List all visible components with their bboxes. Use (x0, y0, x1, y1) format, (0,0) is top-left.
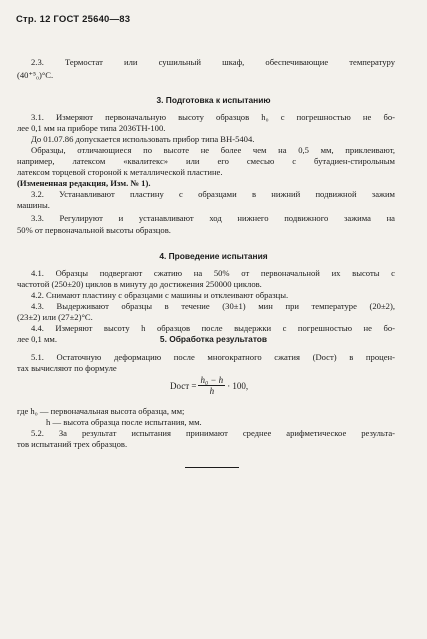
para-3-2-line1: 3.2. Устанавливают пластину с образцами в нижний подвижной зажим (31, 189, 395, 199)
para-3-2-line2: машины. (17, 200, 50, 210)
para-4-2: 4.2. Снимают пластину с образцами с машины и отклеивают образцы. (31, 290, 289, 300)
legend-h: h — высота образца после испытания, мм. (46, 417, 202, 427)
para-5-1-line2: тах вычисляют по формуле (17, 363, 117, 373)
para-3-1-line6: латексом торцевой стороной к металлической пластине. (17, 167, 223, 177)
para-3-1-line5: например, латексом «квалитекс» или его смесью с бутадиен-стирольным (17, 156, 395, 166)
para-5-1-line1: 5.1. Остаточную деформацию после многократного сжатия (Dост) в процен- (31, 352, 395, 362)
para-4-1-line2: частотой (250±20) циклов в минуту до достижения 250000 циклов. (17, 279, 262, 289)
para-3-1-line2: лее 0,1 мм на приборе типа 2036ТН-100. (17, 123, 166, 133)
para-3-1-line1: 3.1. Измеряют первоначальную высоту образцов h₀ с погрешностью не бо- (31, 112, 395, 122)
formula-lhs: Dост = (170, 380, 197, 391)
para-3-1-line4: Образцы, отличающиеся по высоте не более чем на 0,5 мм, приклеивают, (31, 145, 395, 155)
formula-numerator: h₀ − h (200, 375, 224, 385)
para-3-1-line3: До 01.07.86 допускается использовать прибор типа ВН-5404. (31, 134, 255, 144)
para-2-3-line2: (40⁺⁵₀)°С. (17, 70, 54, 80)
closing-rule (185, 467, 239, 468)
formula-rhs: · 100, (227, 380, 249, 391)
amendment-note: (Измененная редакция, Изм. № 1). (17, 178, 151, 188)
para-5-2-line1: 5.2. За результат испытания принимают среднее арифметическое результа- (31, 428, 395, 438)
para-3-3-line2: 50% от первоначальной высоты образцов. (17, 225, 171, 235)
section-5-heading: 5. Обработка результатов (159, 334, 268, 344)
para-4-4-line2: лее 0,1 мм. (17, 334, 57, 344)
legend-h0: где h₀ — первоначальная высота образца, мм; (17, 406, 185, 416)
para-5-2-line2: тов испытаний трех образцов. (17, 439, 128, 449)
section-4-heading: 4. Проведение испытания (159, 251, 268, 261)
para-2-3-line1: 2.3. Термостат или сушильный шкаф, обеспечивающие температуру (31, 57, 395, 67)
para-4-4-line1: 4.4. Измеряют высоту h образцов после выдержки с погрешностью не бо- (31, 323, 395, 333)
formula-denominator: h (209, 386, 215, 396)
formula-fraction (198, 375, 225, 396)
para-4-1-line1: 4.1. Образцы подвергают сжатию на 50% от первоначальной их высоты с (31, 268, 395, 278)
section-3-heading: 3. Подготовка к испытанию (156, 95, 271, 105)
page-header: Стр. 12 ГОСТ 25640—83 (16, 14, 131, 25)
formula (170, 375, 248, 396)
para-4-3-line1: 4.3. Выдерживают образцы в течение (30±1) мин при температуре (20±2), (31, 301, 395, 311)
para-4-3-line2: (23±2) или (27±2)°С. (17, 312, 93, 322)
para-3-3-line1: 3.3. Регулируют и устанавливают ход нижнего подвижного зажима на (31, 213, 395, 223)
